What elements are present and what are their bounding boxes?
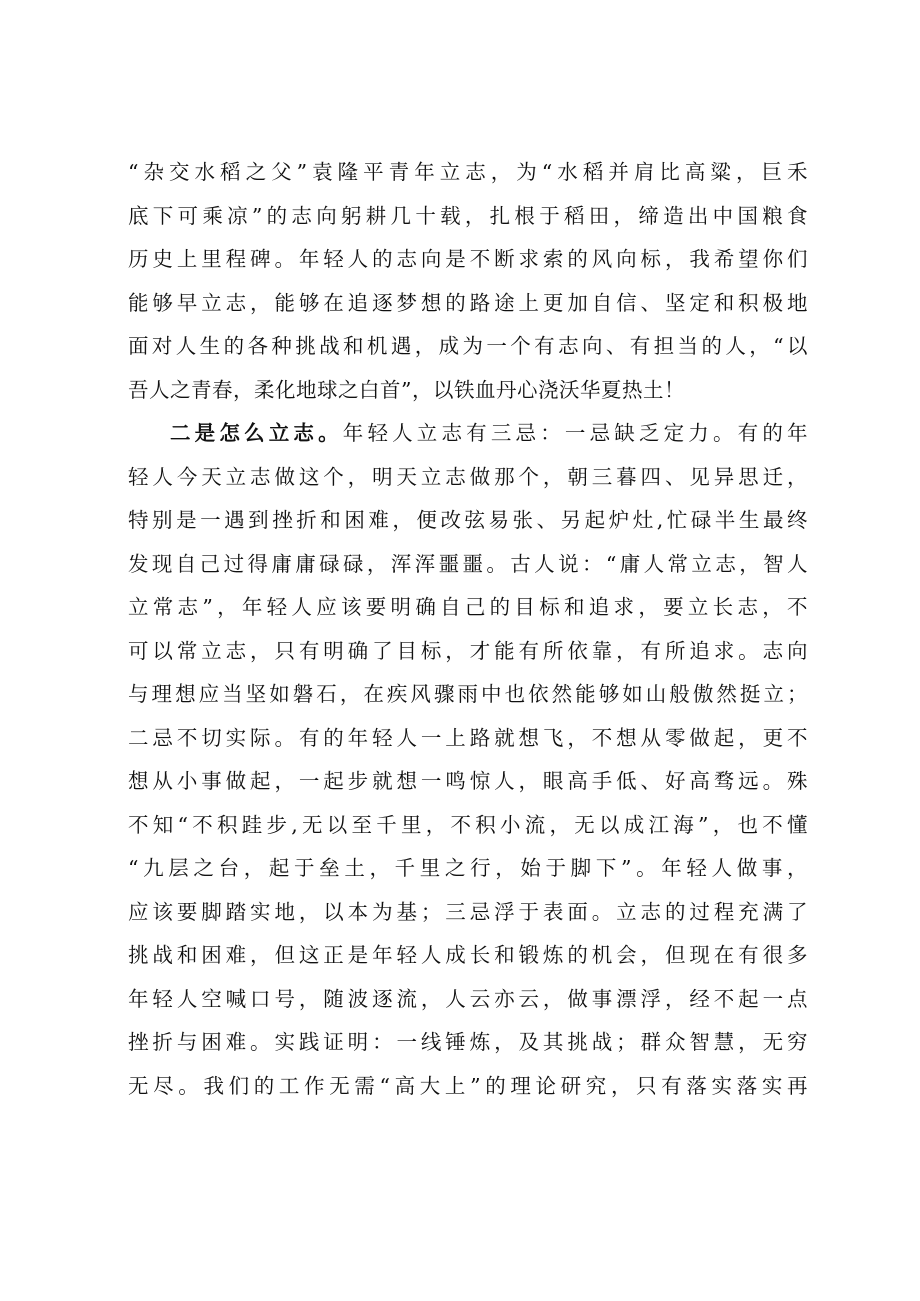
text-line: 想从小事做起，一起步就想一鸣惊人，眼高手低、好高骛远。殊 xyxy=(128,769,808,793)
text-line: 可以常立志，只有明确了目标，才能有所依靠，有所追求。志向 xyxy=(128,638,808,663)
text-line: 吾人之青春，柔化地球之白首”，以铁血丹心浇沃华夏热土！ xyxy=(128,377,685,402)
text-line: 挫折与困难。实践证明：一线锤炼，及其挑战；群众智慧，无穷 xyxy=(128,1030,808,1054)
text-line: 轻人今天立志做这个，明天立志做那个，朝三暮四、见异思迁， xyxy=(128,464,808,489)
text-line: 与理想应当坚如磐石，在疾风骤雨中也依然能够如山般傲然挺立； xyxy=(128,682,808,706)
text-line: 特别是一遇到挫折和困难，便改弦易张、另起炉灶,忙碌半生最终 xyxy=(128,508,808,532)
paragraph-heading: 二是怎么立志。 xyxy=(170,421,343,445)
text-line: 立常志”，年轻人应该要明确自己的目标和追求，要立长志，不 xyxy=(128,595,808,619)
text-line: 发现自己过得庸庸碌碌，浑浑噩噩。古人说：“庸人常立志，智人 xyxy=(128,551,808,576)
body-text xyxy=(128,151,808,1108)
text-line: 能够早立志，能够在追逐梦想的路途上更加自信、坚定和积极地 xyxy=(128,290,808,315)
text-line: 应该要脚踏实地，以本为基；三忌浮于表面。立志的过程充满了 xyxy=(128,899,808,924)
text-line: 底下可乘凉”的志向躬耕几十载，扎根于稻田，缔造出中国粮食 xyxy=(128,203,808,228)
text-line: 无尽。我们的工作无需“高大上”的理论研究，只有落实落实再 xyxy=(128,1073,808,1098)
text-span: 年轻人立志有三忌：一忌缺乏定力。有的年 xyxy=(342,421,809,445)
text-line: 年轻人空喊口号，随波逐流，人云亦云，做事漂浮，经不起一点 xyxy=(128,986,808,1011)
text-line: 面对人生的各种挑战和机遇，成为一个有志向、有担当的人，“以 xyxy=(128,334,808,358)
text-line: “杂交水稻之父”袁隆平青年立志，为“水稻并肩比高粱，巨禾 xyxy=(128,160,808,184)
text-line: 挑战和困难，但这正是年轻人成长和锻炼的机会，但现在有很多 xyxy=(128,943,808,967)
paragraph-2-first-line xyxy=(128,412,808,456)
text-line: 不知“不积跬步,无以至千里，不积小流，无以成江海”，也不懂 xyxy=(128,812,808,837)
text-line: “九层之台，起于垒土，千里之行，始于脚下”。年轻人做事， xyxy=(128,856,808,880)
text-line: 二忌不切实际。有的年轻人一上路就想飞，不想从零做起，更不 xyxy=(128,725,808,750)
text-line: 历史上里程碑。年轻人的志向是不断求索的风向标，我希望你们 xyxy=(128,247,808,271)
